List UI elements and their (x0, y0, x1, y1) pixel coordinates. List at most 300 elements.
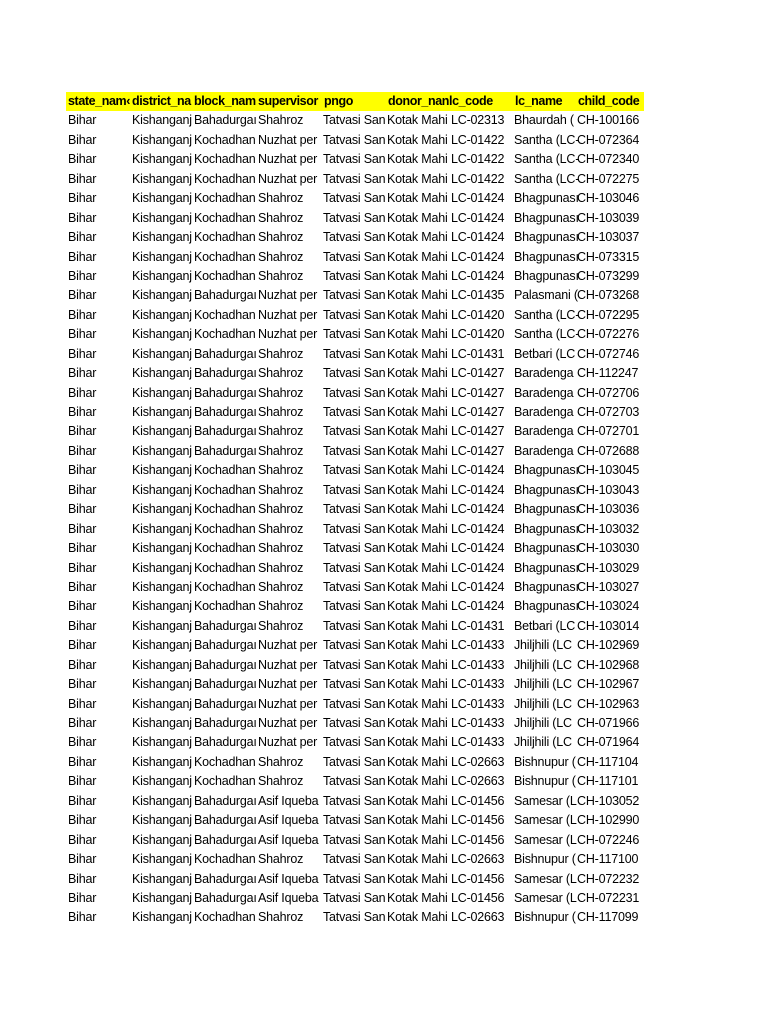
cell-pngo[interactable]: Tatvasi San (323, 618, 386, 633)
cell-donor-name[interactable]: Kotak Mahi (387, 346, 448, 361)
cell-block-name[interactable]: Kochadhan (194, 521, 256, 536)
cell-donor-name[interactable]: Kotak Mahi (387, 813, 448, 828)
cell-block-name[interactable]: Bahadurgaı (194, 618, 257, 633)
cell-lc-name[interactable]: Baradenga (514, 424, 574, 439)
cell-pngo[interactable]: Tatvasi San (323, 249, 386, 264)
cell-block-name[interactable]: Bahadurgaı (194, 832, 257, 847)
cell-district-name[interactable]: Kishanganj (132, 657, 192, 672)
cell-donor-name[interactable]: Kotak Mahi (387, 405, 448, 419)
cell-lc-name[interactable]: Samesar (L (514, 793, 577, 808)
cell-state-name[interactable]: Bihar (68, 268, 97, 283)
cell-child-code[interactable]: CH-072276 (577, 327, 640, 342)
cell-child-code[interactable]: CH-072246 (577, 832, 640, 847)
cell-donor-name[interactable]: Kotak Mahi (387, 385, 448, 400)
cell-lc-code[interactable]: LC-01424 (451, 230, 505, 245)
cell-state-name[interactable]: Bihar (68, 521, 97, 536)
cell-lc-name[interactable]: Bishnupur ( (514, 852, 576, 867)
cell-donor-name[interactable]: Kotak Mahi (387, 424, 448, 439)
cell-supervisor[interactable]: Nuzhat per (258, 288, 318, 303)
cell-state-name[interactable]: Bihar (68, 113, 97, 128)
cell-lc-code[interactable]: LC-01422 (451, 132, 505, 147)
cell-lc-code[interactable]: LC-01424 (451, 521, 505, 536)
cell-supervisor[interactable]: Nuzhat per (258, 677, 318, 692)
cell-district-name[interactable]: Kishanganj (132, 405, 192, 419)
cell-supervisor[interactable]: Shahroz (258, 502, 304, 517)
cell-donor-name[interactable]: Kotak Mahi (387, 638, 448, 653)
cell-child-code[interactable]: CH-103030 (577, 541, 640, 556)
cell-block-name[interactable]: Bahadurgaı (194, 871, 257, 886)
cell-child-code[interactable]: CH-103024 (577, 599, 640, 614)
cell-child-code[interactable]: CH-103045 (577, 463, 640, 478)
cell-lc-code[interactable]: LC-01427 (451, 443, 505, 458)
cell-district-name[interactable]: Kishanganj (132, 249, 192, 264)
cell-donor-name[interactable]: Kotak Mahi (387, 482, 448, 497)
cell-lc-name[interactable]: Santha (LC- (514, 132, 580, 147)
cell-lc-name[interactable]: Baradenga (514, 443, 574, 458)
cell-lc-code[interactable]: LC-01424 (451, 502, 505, 517)
cell-lc-code[interactable]: LC-01420 (451, 307, 505, 322)
cell-pngo[interactable]: Tatvasi San (323, 288, 386, 303)
cell-donor-name[interactable]: Kotak Mahi (387, 735, 448, 750)
cell-supervisor[interactable]: Shahroz (258, 541, 304, 556)
cell-district-name[interactable]: Kishanganj (132, 191, 192, 206)
cell-supervisor[interactable]: Shahroz (258, 482, 304, 497)
cell-lc-name[interactable]: Palasmani ( (514, 288, 578, 303)
cell-donor-name[interactable]: Kotak Mahi (387, 307, 448, 322)
cell-donor-name[interactable]: Kotak Mahi (387, 521, 448, 536)
cell-state-name[interactable]: Bihar (68, 852, 97, 867)
cell-supervisor[interactable]: Shahroz (258, 366, 304, 381)
cell-supervisor[interactable]: Shahroz (258, 405, 304, 419)
cell-pngo[interactable]: Tatvasi San (323, 579, 386, 594)
cell-district-name[interactable]: Kishanganj (132, 463, 192, 478)
cell-pngo[interactable]: Tatvasi San (323, 443, 386, 458)
cell-district-name[interactable]: Kishanganj (132, 482, 192, 497)
cell-district-name[interactable]: Kishanganj (132, 210, 192, 225)
cell-pngo[interactable]: Tatvasi San (323, 677, 386, 692)
cell-state-name[interactable]: Bihar (68, 560, 97, 575)
cell-donor-name[interactable]: Kotak Mahi (387, 171, 448, 186)
header-cell-lc-code[interactable]: lc_code (449, 94, 493, 108)
cell-state-name[interactable]: Bihar (68, 832, 97, 847)
cell-pngo[interactable]: Tatvasi San (323, 346, 386, 361)
cell-state-name[interactable]: Bihar (68, 677, 97, 692)
cell-state-name[interactable]: Bihar (68, 541, 97, 556)
cell-block-name[interactable]: Kochadhan (194, 132, 256, 147)
cell-pngo[interactable]: Tatvasi San (323, 832, 386, 847)
cell-state-name[interactable]: Bihar (68, 307, 97, 322)
cell-district-name[interactable]: Kishanganj (132, 502, 192, 517)
cell-pngo[interactable]: Tatvasi San (323, 113, 386, 128)
cell-lc-code[interactable]: LC-01427 (451, 385, 505, 400)
cell-state-name[interactable]: Bihar (68, 735, 97, 750)
cell-pngo[interactable]: Tatvasi San (323, 735, 386, 750)
cell-state-name[interactable]: Bihar (68, 288, 97, 303)
cell-pngo[interactable]: Tatvasi San (323, 327, 386, 342)
cell-district-name[interactable]: Kishanganj (132, 327, 192, 342)
cell-block-name[interactable]: Bahadurgaı (194, 677, 257, 692)
cell-district-name[interactable]: Kishanganj (132, 852, 192, 867)
cell-donor-name[interactable]: Kotak Mahi (387, 716, 448, 730)
cell-child-code[interactable]: CH-103037 (577, 230, 640, 245)
cell-block-name[interactable]: Bahadurgaı (194, 890, 257, 905)
cell-district-name[interactable]: Kishanganj (132, 677, 192, 692)
cell-pngo[interactable]: Tatvasi San (323, 657, 386, 672)
cell-child-code[interactable]: CH-073315 (577, 249, 640, 264)
cell-pngo[interactable]: Tatvasi San (323, 871, 386, 886)
cell-donor-name[interactable]: Kotak Mahi (387, 890, 448, 905)
cell-donor-name[interactable]: Kotak Mahi (387, 463, 448, 478)
cell-lc-name[interactable]: Bhagpunası (514, 560, 579, 575)
cell-block-name[interactable]: Kochadhan (194, 307, 256, 322)
cell-district-name[interactable]: Kishanganj (132, 871, 192, 886)
cell-child-code[interactable]: CH-117100 (577, 852, 639, 867)
cell-child-code[interactable]: CH-103027 (577, 579, 640, 594)
cell-state-name[interactable]: Bihar (68, 424, 97, 439)
cell-donor-name[interactable]: Kotak Mahi (387, 657, 448, 672)
cell-lc-code[interactable]: LC-01424 (451, 210, 505, 225)
cell-state-name[interactable]: Bihar (68, 171, 97, 186)
cell-donor-name[interactable]: Kotak Mahi (387, 677, 448, 692)
cell-lc-code[interactable]: LC-01424 (451, 541, 505, 556)
cell-state-name[interactable]: Bihar (68, 871, 97, 886)
cell-donor-name[interactable]: Kotak Mahi (387, 210, 448, 225)
cell-child-code[interactable]: CH-102967 (577, 677, 640, 692)
cell-lc-name[interactable]: Samesar (L (514, 832, 577, 847)
cell-block-name[interactable]: Bahadurgaı (194, 735, 257, 750)
cell-lc-name[interactable]: Jhiljhili (LC (514, 716, 572, 730)
cell-block-name[interactable]: Kochadhan (194, 152, 256, 167)
cell-supervisor[interactable]: Shahroz (258, 618, 304, 633)
cell-district-name[interactable]: Kishanganj (132, 385, 192, 400)
cell-district-name[interactable]: Kishanganj (132, 638, 192, 653)
cell-state-name[interactable]: Bihar (68, 385, 97, 400)
cell-pngo[interactable]: Tatvasi San (323, 541, 386, 556)
cell-donor-name[interactable]: Kotak Mahi (387, 618, 448, 633)
cell-donor-name[interactable]: Kotak Mahi (387, 268, 448, 283)
cell-pngo[interactable]: Tatvasi San (323, 502, 386, 517)
cell-supervisor[interactable]: Nuzhat per (258, 327, 318, 342)
cell-donor-name[interactable]: Kotak Mahi (387, 152, 448, 167)
cell-supervisor[interactable]: Shahroz (258, 424, 304, 439)
cell-child-code[interactable]: CH-103036 (577, 502, 640, 517)
cell-state-name[interactable]: Bihar (68, 443, 97, 458)
cell-pngo[interactable]: Tatvasi San (323, 132, 386, 147)
cell-lc-code[interactable]: LC-01420 (451, 327, 505, 342)
cell-pngo[interactable]: Tatvasi San (323, 793, 386, 808)
cell-district-name[interactable]: Kishanganj (132, 716, 192, 730)
header-cell-donor-name[interactable]: donor_nan (388, 94, 449, 108)
cell-lc-name[interactable]: Baradenga (514, 366, 574, 381)
cell-block-name[interactable]: Kochadhan (194, 852, 256, 867)
cell-lc-code[interactable]: LC-01435 (451, 288, 505, 303)
cell-pngo[interactable]: Tatvasi San (323, 521, 386, 536)
cell-district-name[interactable]: Kishanganj (132, 230, 192, 245)
cell-child-code[interactable]: CH-103014 (577, 618, 640, 633)
cell-supervisor[interactable]: Shahroz (258, 560, 304, 575)
cell-supervisor[interactable]: Shahroz (258, 774, 304, 789)
cell-state-name[interactable]: Bihar (68, 230, 97, 245)
cell-lc-code[interactable]: LC-01433 (451, 735, 505, 750)
cell-lc-name[interactable]: Bhagpunası (514, 249, 579, 264)
cell-donor-name[interactable]: Kotak Mahi (387, 871, 448, 886)
header-cell-district-name[interactable]: district_na (132, 94, 191, 108)
cell-lc-code[interactable]: LC-01456 (451, 813, 505, 828)
cell-supervisor[interactable]: Nuzhat per (258, 132, 318, 147)
cell-block-name[interactable]: Bahadurgaı (194, 696, 257, 711)
cell-donor-name[interactable]: Kotak Mahi (387, 696, 448, 711)
cell-donor-name[interactable]: Kotak Mahi (387, 832, 448, 847)
cell-lc-code[interactable]: LC-01422 (451, 152, 505, 167)
cell-district-name[interactable]: Kishanganj (132, 754, 192, 769)
cell-lc-code[interactable]: LC-01424 (451, 268, 505, 283)
cell-donor-name[interactable]: Kotak Mahi (387, 599, 448, 614)
cell-lc-code[interactable]: LC-01456 (451, 793, 505, 808)
cell-lc-name[interactable]: Baradenga (514, 405, 574, 419)
cell-district-name[interactable]: Kishanganj (132, 774, 192, 789)
cell-donor-name[interactable]: Kotak Mahi (387, 366, 448, 381)
cell-child-code[interactable]: CH-117101 (577, 774, 639, 789)
cell-state-name[interactable]: Bihar (68, 599, 97, 614)
cell-pngo[interactable]: Tatvasi San (323, 210, 386, 225)
cell-donor-name[interactable]: Kotak Mahi (387, 793, 448, 808)
cell-lc-code[interactable]: LC-01427 (451, 405, 505, 419)
cell-lc-code[interactable]: LC-01424 (451, 249, 505, 264)
cell-pngo[interactable]: Tatvasi San (323, 424, 386, 439)
header-cell-child-code[interactable]: child_code (578, 94, 640, 108)
cell-lc-code[interactable]: LC-01431 (451, 618, 505, 633)
cell-child-code[interactable]: CH-072232 (577, 871, 640, 886)
cell-state-name[interactable]: Bihar (68, 618, 97, 633)
cell-pngo[interactable]: Tatvasi San (323, 716, 386, 730)
cell-district-name[interactable]: Kishanganj (132, 813, 192, 828)
cell-donor-name[interactable]: Kotak Mahi (387, 560, 448, 575)
header-cell-pngo[interactable]: pngo (324, 94, 353, 108)
cell-donor-name[interactable]: Kotak Mahi (387, 327, 448, 342)
cell-district-name[interactable]: Kishanganj (132, 366, 192, 381)
cell-child-code[interactable]: CH-072706 (577, 385, 640, 400)
cell-lc-code[interactable]: LC-01431 (451, 346, 505, 361)
cell-lc-name[interactable]: Bhagpunası (514, 463, 579, 478)
cell-lc-name[interactable]: Bishnupur ( (514, 910, 576, 925)
cell-district-name[interactable]: Kishanganj (132, 443, 192, 458)
cell-block-name[interactable]: Bahadurgaı (194, 385, 257, 400)
cell-lc-name[interactable]: Santha (LC- (514, 307, 580, 322)
cell-district-name[interactable]: Kishanganj (132, 832, 192, 847)
cell-district-name[interactable]: Kishanganj (132, 910, 192, 925)
cell-supervisor[interactable]: Nuzhat per (258, 638, 318, 653)
cell-supervisor[interactable]: Shahroz (258, 443, 304, 458)
cell-lc-name[interactable]: Bishnupur ( (514, 754, 576, 769)
cell-donor-name[interactable]: Kotak Mahi (387, 774, 448, 789)
cell-child-code[interactable]: CH-073268 (577, 288, 640, 303)
cell-block-name[interactable]: Bahadurgaı (194, 716, 257, 730)
cell-state-name[interactable]: Bihar (68, 638, 97, 653)
cell-donor-name[interactable]: Kotak Mahi (387, 191, 448, 206)
cell-supervisor[interactable]: Nuzhat per (258, 171, 318, 186)
cell-block-name[interactable]: Bahadurgaı (194, 424, 257, 439)
cell-donor-name[interactable]: Kotak Mahi (387, 443, 448, 458)
cell-lc-name[interactable]: Santha (LC- (514, 171, 580, 186)
cell-lc-name[interactable]: Santha (LC- (514, 327, 580, 342)
cell-lc-name[interactable]: Bhagpunası (514, 521, 579, 536)
cell-lc-code[interactable]: LC-01433 (451, 716, 505, 730)
cell-lc-name[interactable]: Betbari (LC (514, 618, 576, 633)
cell-state-name[interactable]: Bihar (68, 249, 97, 264)
cell-lc-name[interactable]: Bhagpunası (514, 502, 579, 517)
cell-supervisor[interactable]: Shahroz (258, 249, 304, 264)
cell-state-name[interactable]: Bihar (68, 716, 97, 730)
cell-lc-code[interactable]: LC-01456 (451, 890, 505, 905)
cell-supervisor[interactable]: Asif Iqueba (258, 871, 319, 886)
cell-block-name[interactable]: Kochadhan (194, 230, 256, 245)
cell-block-name[interactable]: Kochadhan (194, 599, 256, 614)
cell-block-name[interactable]: Bahadurgaı (194, 638, 257, 653)
cell-supervisor[interactable]: Shahroz (258, 579, 304, 594)
cell-state-name[interactable]: Bihar (68, 696, 97, 711)
cell-supervisor[interactable]: Nuzhat per (258, 657, 318, 672)
header-cell-supervisor[interactable]: supervisor (258, 94, 318, 108)
cell-pngo[interactable]: Tatvasi San (323, 152, 386, 167)
cell-district-name[interactable]: Kishanganj (132, 696, 192, 711)
cell-pngo[interactable]: Tatvasi San (323, 560, 386, 575)
cell-child-code[interactable]: CH-072701 (577, 424, 640, 439)
cell-lc-code[interactable]: LC-01456 (451, 832, 505, 847)
cell-pngo[interactable]: Tatvasi San (323, 910, 386, 925)
cell-lc-code[interactable]: LC-02663 (451, 754, 505, 769)
cell-lc-code[interactable]: LC-01424 (451, 579, 505, 594)
cell-lc-name[interactable]: Jhiljhili (LC (514, 638, 572, 653)
cell-district-name[interactable]: Kishanganj (132, 735, 192, 750)
cell-block-name[interactable]: Bahadurgaı (194, 813, 257, 828)
cell-district-name[interactable]: Kishanganj (132, 560, 192, 575)
cell-supervisor[interactable]: Shahroz (258, 346, 304, 361)
cell-state-name[interactable]: Bihar (68, 774, 97, 789)
cell-lc-code[interactable]: LC-01424 (451, 599, 505, 614)
cell-block-name[interactable]: Kochadhan (194, 579, 256, 594)
cell-district-name[interactable]: Kishanganj (132, 113, 192, 128)
cell-lc-code[interactable]: LC-02313 (451, 113, 505, 128)
cell-supervisor[interactable]: Shahroz (258, 210, 304, 225)
cell-child-code[interactable]: CH-102969 (577, 638, 640, 653)
cell-donor-name[interactable]: Kotak Mahi (387, 910, 448, 925)
cell-pngo[interactable]: Tatvasi San (323, 230, 386, 245)
cell-donor-name[interactable]: Kotak Mahi (387, 113, 448, 128)
cell-child-code[interactable]: CH-117099 (577, 910, 639, 925)
cell-district-name[interactable]: Kishanganj (132, 890, 192, 905)
cell-district-name[interactable]: Kishanganj (132, 171, 192, 186)
cell-child-code[interactable]: CH-072231 (577, 890, 640, 905)
cell-pngo[interactable]: Tatvasi San (323, 599, 386, 614)
cell-state-name[interactable]: Bihar (68, 579, 97, 594)
cell-lc-code[interactable]: LC-01456 (451, 871, 505, 886)
cell-child-code[interactable]: CH-102963 (577, 696, 640, 711)
cell-pngo[interactable]: Tatvasi San (323, 754, 386, 769)
cell-supervisor[interactable]: Shahroz (258, 754, 304, 769)
cell-donor-name[interactable]: Kotak Mahi (387, 230, 448, 245)
cell-lc-name[interactable]: Bhaurdah ( (514, 113, 574, 128)
cell-block-name[interactable]: Kochadhan (194, 502, 256, 517)
cell-lc-name[interactable]: Bhagpunası (514, 268, 579, 283)
cell-supervisor[interactable]: Asif Iqueba (258, 793, 319, 808)
cell-pngo[interactable]: Tatvasi San (323, 463, 386, 478)
cell-state-name[interactable]: Bihar (68, 793, 97, 808)
cell-supervisor[interactable]: Shahroz (258, 230, 304, 245)
cell-state-name[interactable]: Bihar (68, 463, 97, 478)
cell-child-code[interactable]: CH-103046 (577, 191, 640, 206)
cell-state-name[interactable]: Bihar (68, 657, 97, 672)
cell-child-code[interactable]: CH-072703 (577, 405, 640, 419)
cell-lc-name[interactable]: Bishnupur ( (514, 774, 576, 789)
cell-state-name[interactable]: Bihar (68, 366, 97, 381)
cell-child-code[interactable]: CH-103029 (577, 560, 640, 575)
cell-lc-code[interactable]: LC-01424 (451, 482, 505, 497)
cell-district-name[interactable]: Kishanganj (132, 599, 192, 614)
cell-block-name[interactable]: Bahadurgaı (194, 657, 257, 672)
cell-child-code[interactable]: CH-072340 (577, 152, 640, 167)
cell-supervisor[interactable]: Shahroz (258, 268, 304, 283)
cell-lc-name[interactable]: Bhagpunası (514, 541, 579, 556)
cell-lc-code[interactable]: LC-01433 (451, 657, 505, 672)
cell-state-name[interactable]: Bihar (68, 152, 97, 167)
cell-state-name[interactable]: Bihar (68, 910, 97, 925)
cell-block-name[interactable]: Bahadurgaı (194, 793, 257, 808)
cell-child-code[interactable]: CH-071964 (577, 735, 640, 750)
cell-district-name[interactable]: Kishanganj (132, 152, 192, 167)
cell-block-name[interactable]: Kochadhan (194, 541, 256, 556)
cell-block-name[interactable]: Kochadhan (194, 754, 256, 769)
cell-state-name[interactable]: Bihar (68, 346, 97, 361)
cell-district-name[interactable]: Kishanganj (132, 793, 192, 808)
cell-block-name[interactable]: Kochadhan (194, 327, 256, 342)
cell-lc-name[interactable]: Samesar (L (514, 890, 577, 905)
cell-child-code[interactable]: CH-103039 (577, 210, 640, 225)
cell-donor-name[interactable]: Kotak Mahi (387, 288, 448, 303)
cell-pngo[interactable]: Tatvasi San (323, 696, 386, 711)
cell-lc-code[interactable]: LC-02663 (451, 852, 505, 867)
cell-district-name[interactable]: Kishanganj (132, 579, 192, 594)
cell-donor-name[interactable]: Kotak Mahi (387, 541, 448, 556)
header-cell-block-name[interactable]: block_nam (194, 94, 256, 108)
cell-supervisor[interactable]: Shahroz (258, 910, 304, 925)
cell-child-code[interactable]: CH-071966 (577, 716, 640, 730)
cell-pngo[interactable]: Tatvasi San (323, 813, 386, 828)
cell-supervisor[interactable]: Asif Iqueba (258, 890, 319, 905)
cell-donor-name[interactable]: Kotak Mahi (387, 132, 448, 147)
cell-supervisor[interactable]: Nuzhat per (258, 152, 318, 167)
cell-block-name[interactable]: Kochadhan (194, 171, 256, 186)
cell-pngo[interactable]: Tatvasi San (323, 405, 386, 419)
cell-state-name[interactable]: Bihar (68, 210, 97, 225)
cell-child-code[interactable]: CH-102990 (577, 813, 640, 828)
cell-supervisor[interactable]: Shahroz (258, 852, 304, 867)
cell-donor-name[interactable]: Kotak Mahi (387, 852, 448, 867)
cell-lc-name[interactable]: Santha (LC- (514, 152, 580, 167)
cell-district-name[interactable]: Kishanganj (132, 521, 192, 536)
cell-child-code[interactable]: CH-072275 (577, 171, 640, 186)
cell-state-name[interactable]: Bihar (68, 754, 97, 769)
cell-state-name[interactable]: Bihar (68, 132, 97, 147)
cell-lc-name[interactable]: Betbari (LC (514, 346, 576, 361)
cell-donor-name[interactable]: Kotak Mahi (387, 502, 448, 517)
cell-pngo[interactable]: Tatvasi San (323, 890, 386, 905)
cell-pngo[interactable]: Tatvasi San (323, 171, 386, 186)
header-cell-lc-name[interactable]: lc_name (515, 94, 563, 108)
cell-block-name[interactable]: Kochadhan (194, 910, 256, 925)
cell-block-name[interactable]: Kochadhan (194, 249, 256, 264)
cell-supervisor[interactable]: Nuzhat per (258, 307, 318, 322)
cell-block-name[interactable]: Bahadurgaı (194, 366, 257, 381)
